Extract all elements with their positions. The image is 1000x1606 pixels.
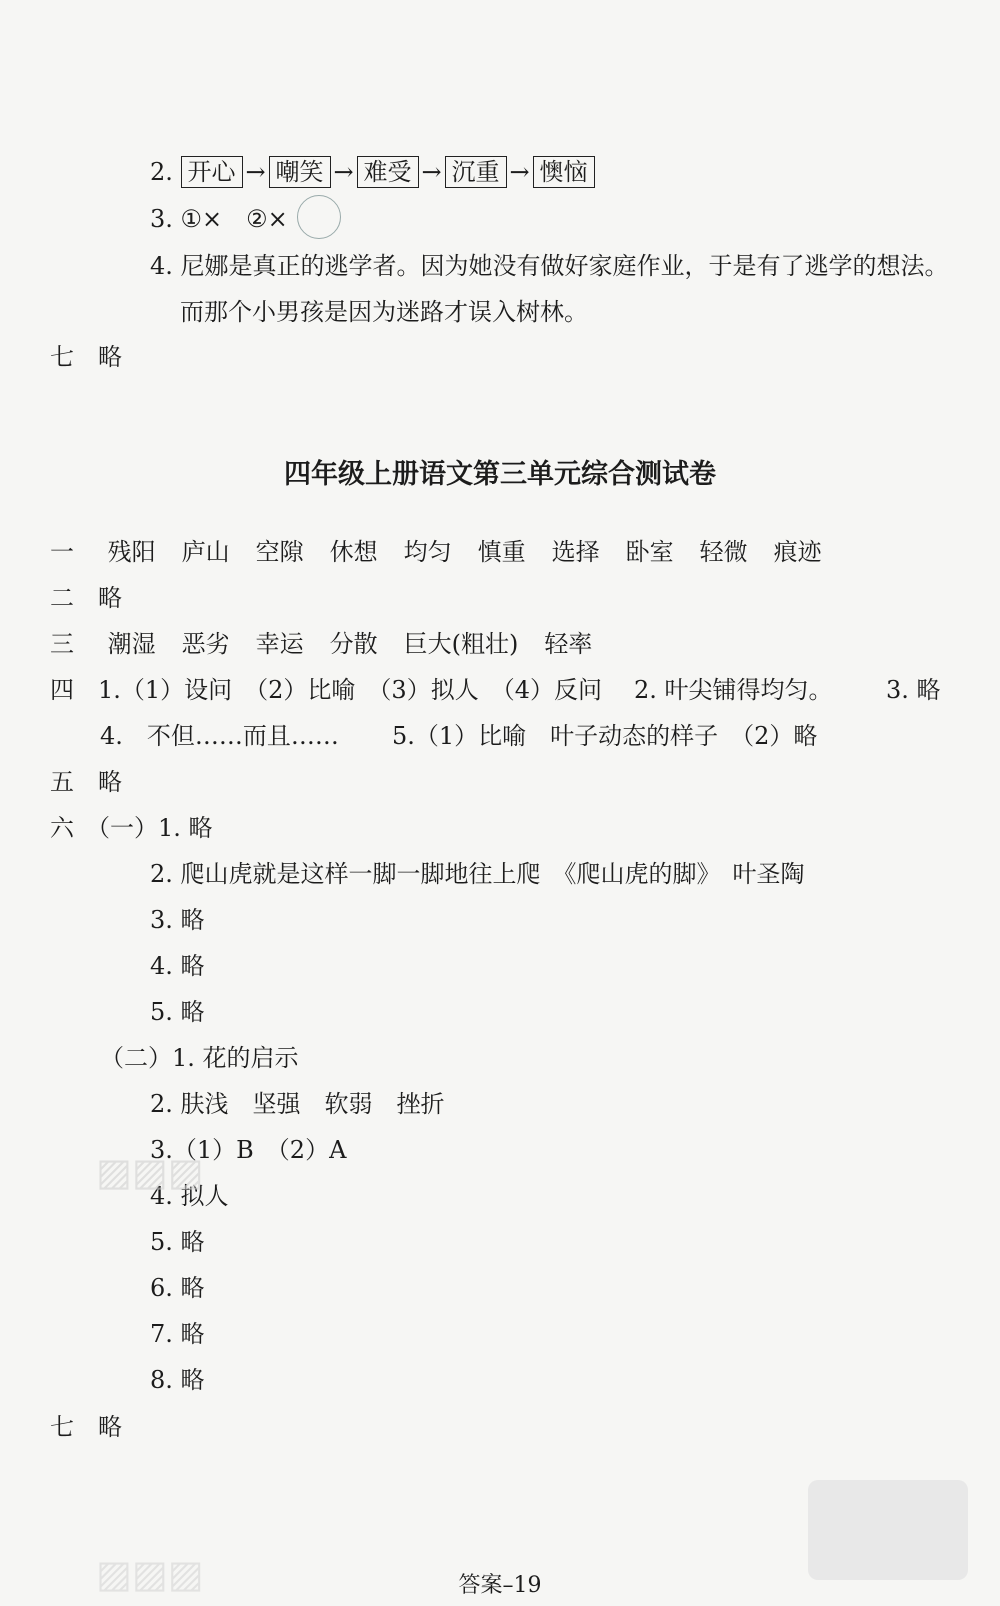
word: 痕迹: [773, 538, 822, 566]
s6-l5: 5. 略: [150, 998, 205, 1026]
page-title: 四年级上册语文第三单元综合测试卷: [284, 459, 716, 490]
s6-l9: 4. 拟人: [150, 1182, 229, 1210]
stamp-icon: [297, 195, 341, 239]
arrow-icon: →: [509, 158, 530, 186]
word: 休想: [329, 538, 378, 566]
watermark-mid-icon: ▨▨▨: [96, 1150, 204, 1194]
s6-l13: 8. 略: [150, 1366, 205, 1394]
word: 轻微: [699, 538, 748, 566]
s6-l3: 3. 略: [150, 906, 205, 934]
page-footer: 答案–19: [458, 1573, 542, 1598]
watermark-bottom-icon: ▨▨▨: [96, 1552, 204, 1596]
arrow-icon: →: [333, 158, 354, 186]
s2-line: 二 略: [50, 584, 122, 612]
sec7-top: 七 略: [50, 343, 122, 371]
q3-line: 3. ①× ②×: [150, 205, 288, 233]
s6-l4: 4. 略: [150, 952, 205, 980]
word: 均匀: [403, 538, 452, 566]
word: 潮湿: [107, 630, 156, 658]
q2-line: [150, 156, 595, 188]
s6-l11: 6. 略: [150, 1274, 205, 1302]
arrow-icon: →: [245, 158, 266, 186]
word: 空隙: [255, 538, 304, 566]
word: 巨大(粗壮): [403, 630, 519, 658]
s6-l7: 2. 肤浅 坚强 软弱 挫折: [150, 1090, 445, 1118]
s4-line2a: 4. 不但……而且……: [100, 722, 339, 750]
word: 卧室: [625, 538, 674, 566]
s6-l12: 7. 略: [150, 1320, 205, 1348]
watermark-logo-icon: [808, 1480, 968, 1580]
word: 残阳: [107, 538, 156, 566]
s3-label: 三: [50, 630, 74, 658]
s7-line: 七 略: [50, 1413, 122, 1441]
chain-box-5: 懊恼: [533, 156, 595, 188]
s4-line1a: 四 1.（1）设问 （2）比喻 （3）拟人 （4）反问: [50, 676, 602, 704]
arrow-icon: →: [421, 158, 442, 186]
q4-line1: 4. 尼娜是真正的逃学者。因为她没有做好家庭作业，于是有了逃学的想法。: [150, 252, 949, 280]
s4-line2b: 5.（1）比喻 叶子动态的样子 （2）略: [392, 722, 818, 750]
q2-number: 2.: [150, 158, 173, 186]
s1-line: [50, 536, 848, 568]
word: 轻率: [544, 630, 593, 658]
word: 幸运: [255, 630, 304, 658]
chain-box-4: 沉重: [445, 156, 507, 188]
word: 分散: [329, 630, 378, 658]
s4-line1c: 3. 略: [886, 676, 941, 704]
s5-line: 五 略: [50, 768, 122, 796]
chain-box-1: 开心: [181, 156, 243, 188]
s3-line: [50, 628, 618, 660]
s6-l6: （二）1. 花的启示: [100, 1044, 299, 1072]
word: 选择: [551, 538, 600, 566]
s6-l2: 2. 爬山虎就是这样一脚一脚地往上爬 《爬山虎的脚》 叶圣陶: [150, 860, 805, 888]
s6-l1: 六 （一）1. 略: [50, 814, 213, 842]
q4-line2: 而那个小男孩是因为迷路才误入树林。: [180, 298, 588, 326]
s6-l10: 5. 略: [150, 1228, 205, 1256]
chain-box-2: 嘲笑: [269, 156, 331, 188]
word: 慎重: [477, 538, 526, 566]
s6-l8: 3.（1）B （2）A: [150, 1136, 347, 1164]
s1-label: 一: [50, 538, 74, 566]
s4-line1b: 2. 叶尖铺得均匀。: [634, 676, 833, 704]
word: 恶劣: [181, 630, 230, 658]
word: 庐山: [181, 538, 230, 566]
chain-box-3: 难受: [357, 156, 419, 188]
